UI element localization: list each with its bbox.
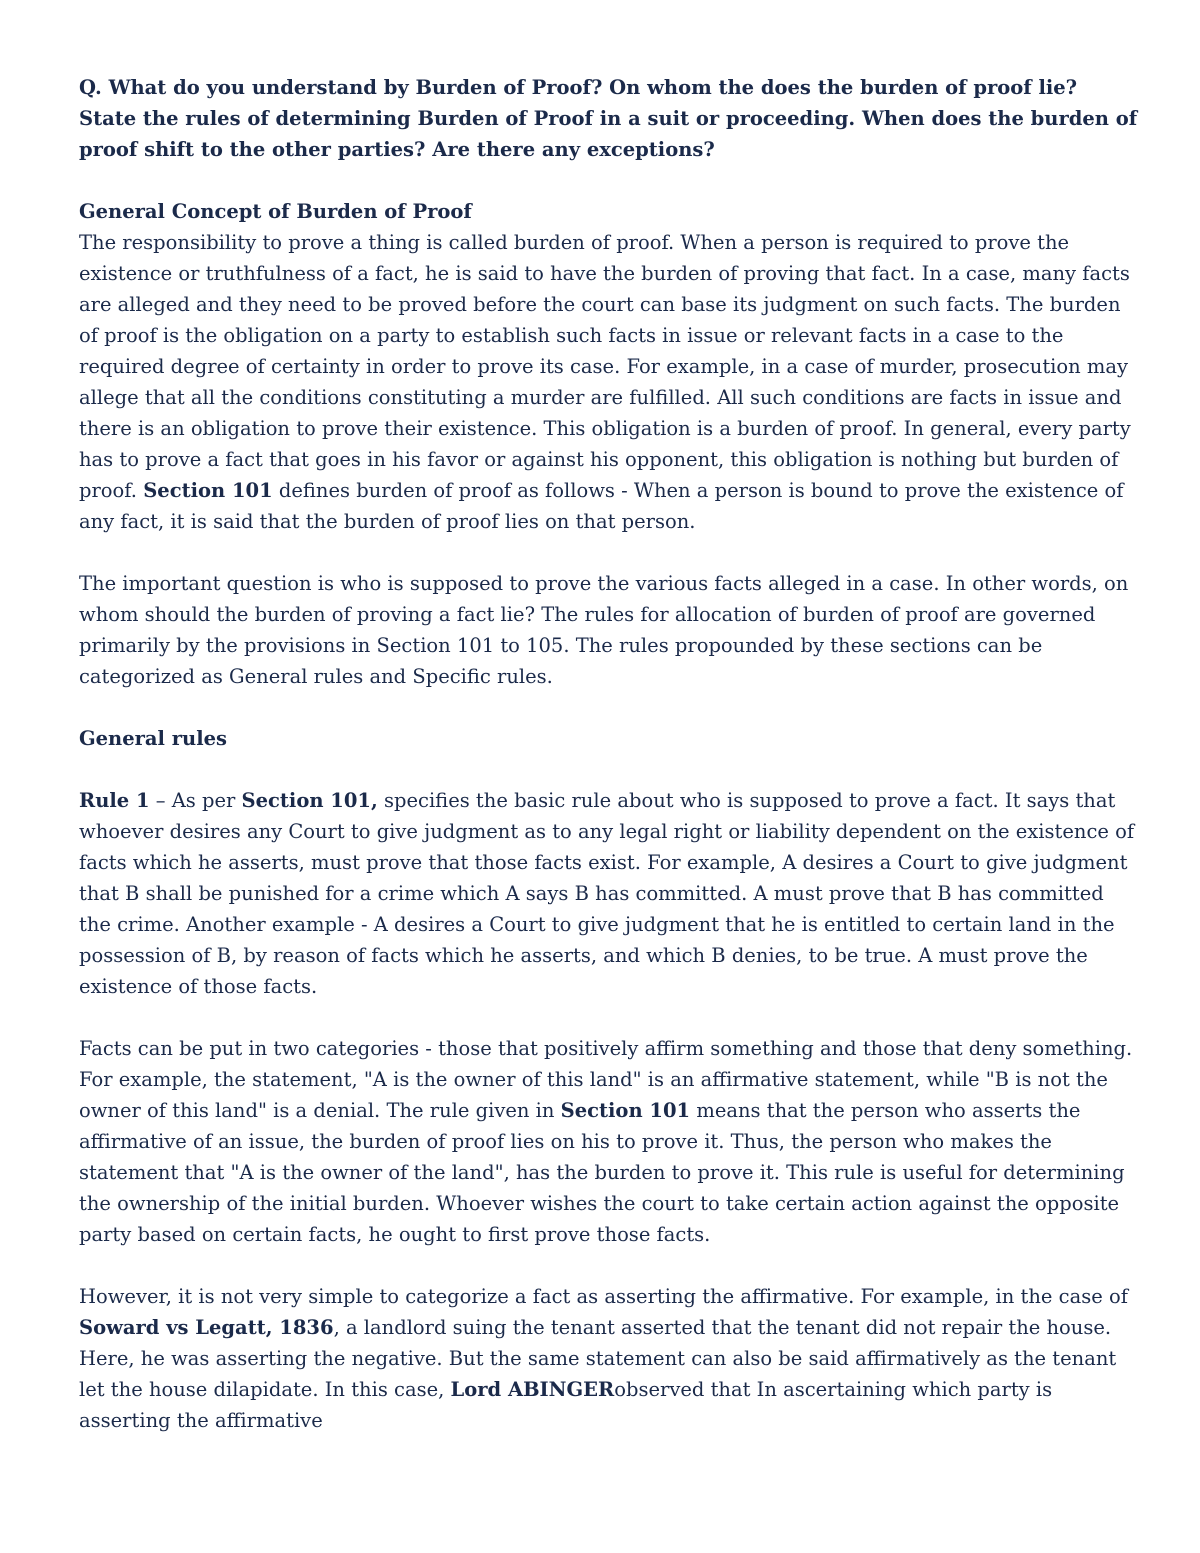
paragraph-general-concept xyxy=(79,227,1139,537)
paragraph-text: Facts can be put in two categories - those that positively affirm something and those that deny something. For example, the statement, "A is the owner of this land" is an affirmative statement, while "B is not the owner of this land" is a denial. The rule given in xyxy=(79,1037,1133,1122)
paragraph-text: means that the person who asserts the affirmative of an issue, the burden of proof lies on his to prove it. Thus, the person who makes the statement that "A is the owner of the land", has the burden to prove it. This rule is useful for determining the ownership of the initial burden. Whoever wishes the court to take certain action against the opposite party based on certain facts, he ought to first prove those facts. xyxy=(79,1099,1125,1246)
paragraph-text: specifies the basic rule about who is supposed to prove a fact. It says that whoever desires any Court to give judgment as to any legal right or liability dependent on the existence of facts which he asserts, must prove that those facts exist. For example, A desires a Court to give judgment that B shall be punished for a crime which A says B has committed. A must prove that B has committed the crime. Another example - A desires a Court to give judgment that he is entitled to certain land in the possession of B, by reason of facts which he asserts, and which B denies, to be true. A must prove the existence of those facts. xyxy=(79,789,1135,998)
paragraph-facts-categories xyxy=(79,1033,1139,1250)
rule-label: Rule 1 xyxy=(79,789,150,812)
judge-name: Lord ABINGER xyxy=(450,1378,615,1401)
question-text: Q. What do you understand by Burden of Proof? On whom the does the burden of proof lie? State the rules of determining Burden of Proof in a suit or proceeding. When does the burden of proof shift to the other parties? Are there any exceptions? xyxy=(79,76,1138,161)
section-heading-general-concept: General Concept of Burden of Proof xyxy=(79,200,472,223)
paragraph-allocation: The important question is who is supposed to prove the various facts alleged in a case. In other words, on whom should the burden of proving a fact lie? The rules for allocation of burden of proof are governed primarily by the provisions in Section 101 to 105. The rules propounded by these sections can be categorized as General rules and Specific rules. xyxy=(79,572,1129,688)
paragraph-text: However, it is not very simple to categorize a fact as asserting the affirmative. For example, in the case of xyxy=(79,1285,1128,1308)
section-reference: Section 101 xyxy=(143,479,273,502)
section-reference: Section 101, xyxy=(241,789,378,812)
case-citation: Soward vs Legatt, 1836 xyxy=(79,1316,334,1339)
paragraph-text: The responsibility to prove a thing is called burden of proof. When a person is required to prove the existence or truthfulness of a fact, he is said to have the burden of proving that fact. In a case, many facts are alleged and they need to be proved before the court can base its judgment on such facts. The burden of proof is the obligation on a party to establish such facts in issue or relevant facts in a case to the required degree of certainty in order to prove its case. For example, in a case of murder, prosecution may allege that all the conditions constituting a murder are fulfilled. All such conditions are facts in issue and there is an obligation to prove their existence. This obligation is a burden of proof. In general, every party has to prove a fact that goes in his favor or against his opponent, this obligation is nothing but burden of proof. xyxy=(79,231,1131,502)
paragraph-rule-1 xyxy=(79,785,1139,1002)
document-page xyxy=(79,72,1139,1436)
paragraph-text: – As per xyxy=(149,789,242,812)
section-reference: Section 101 xyxy=(560,1099,691,1122)
paragraph-however xyxy=(79,1281,1139,1436)
section-heading-general-rules: General rules xyxy=(79,727,227,750)
paragraph-text: observed that In ascertaining which party is asserting the affirmative xyxy=(79,1378,1053,1432)
paragraph-text: , a landlord suing the tenant asserted that the tenant did not repair the house. Here, he was asserting the negative. But the same statement can also be said affirmatively as the tenant let the house dilapidate. In this case, xyxy=(79,1316,1117,1401)
paragraph-text: defines burden of proof as follows - When a person is bound to prove the existence of any fact, it is said that the burden of proof lies on that person. xyxy=(79,479,1124,533)
